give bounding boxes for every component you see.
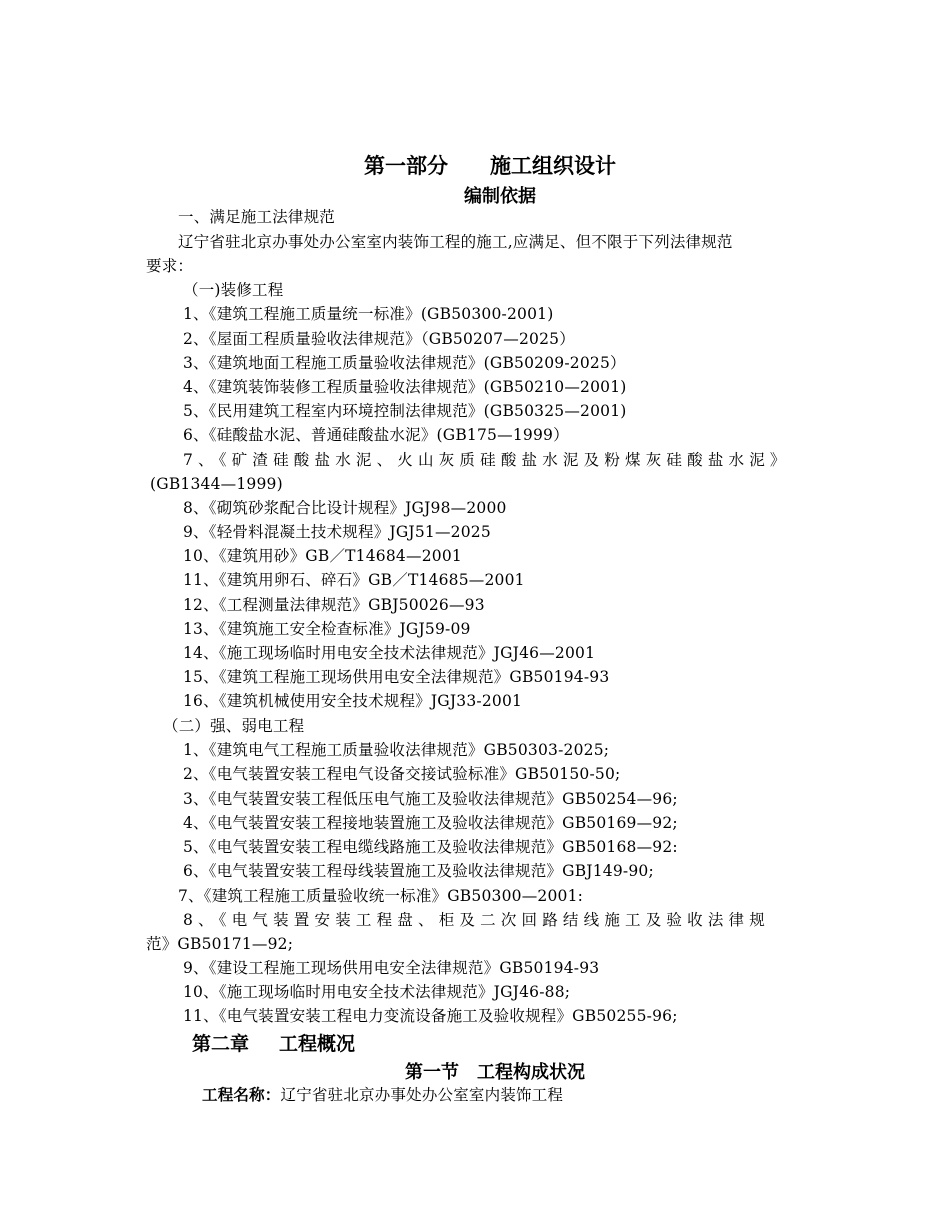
group2-item-9: 9、《建设工程施工现场供用电安全法律规范》GB50194-93	[183, 959, 600, 977]
intro-line-1: 辽宁省驻北京办事处办公室室内装饰工程的施工,应满足、但不限于下列法律规范	[178, 233, 733, 251]
chapter2-right: 工程概况	[279, 1033, 356, 1055]
group2-item-2: 2、《电气装置安装工程电气设备交接试验标准》GB50150-50;	[183, 765, 621, 783]
project-name-label: 工程名称：	[202, 1085, 281, 1104]
group1-item-6: 6、《硅酸盐水泥、普通硅酸盐水泥》(GB175—1999）	[183, 426, 569, 444]
group2-heading: （二）强、弱电工程	[163, 717, 305, 735]
section-title-right: 工程构成状况	[477, 1062, 585, 1083]
group2-item-7: 7、《建筑工程施工质量验收统一标准》GB50300—2001:	[178, 887, 584, 905]
group1-item-11: 11、《建筑用卵石、碎石》GB／T14685—2001	[183, 571, 525, 589]
group2-item-5: 5、《电气装置安装工程电缆线路施工及验收法律规范》GB50168—92:	[183, 838, 678, 856]
group1-item-10: 10、《建筑用砂》GB／T14684—2001	[183, 547, 462, 565]
group1-item-8: 8、《砌筑砂浆配合比设计规程》JGJ98—2000	[183, 499, 507, 517]
chapter2-left: 第二章	[192, 1033, 250, 1055]
group1-item-7-cont: (GB1344—1999)	[150, 475, 283, 493]
group1-item-3: 3、《建筑地面工程施工质量验收法律规范》(GB50209-2025）	[183, 354, 626, 372]
group1-item-16: 16、《建筑机械使用安全技术规程》JGJ33-2001	[183, 692, 523, 710]
group2-item-4: 4、《电气装置安装工程接地装置施工及验收法律规范》GB50169—92;	[183, 814, 678, 832]
group1-item-9: 9、《轻骨料混凝土技术规程》JGJ51—2025	[183, 523, 491, 541]
section-title	[0, 1058, 950, 1084]
part-title-left: 第一部分	[364, 153, 448, 178]
project-name-value: 辽宁省驻北京办事处办公室室内装饰工程	[280, 1086, 564, 1104]
part-title	[0, 150, 950, 180]
group1-item-14: 14、《施工现场临时用电安全技术法律规范》JGJ46—2001	[183, 644, 596, 662]
group2-item-8-cont: 范》GB50171—92;	[146, 935, 294, 953]
group1-item-7: 7、《矿渣硅酸盐水泥、火山灰质硅酸盐水泥及粉煤灰硅酸盐水泥》	[183, 451, 791, 469]
group1-heading: （一)装修工程	[183, 281, 284, 299]
section1-heading: 一、满足施工法律规范	[178, 208, 336, 226]
group1-item-4: 4、《建筑装饰装修工程质量验收法律规范》(GB50210—2001)	[183, 378, 627, 396]
project-name-line	[202, 1085, 563, 1105]
intro-line-2: 要求：	[146, 257, 194, 275]
basis-heading: 编制依据	[464, 186, 536, 207]
group2-item-1: 1、《建筑电气工程施工质量验收法律规范》GB50303-2025;	[183, 741, 610, 759]
group2-item-8: 8、《电气装置安装工程盘、柜及二次回路结线施工及验收法律规	[183, 911, 770, 929]
part-title-right: 施工组织设计	[490, 153, 616, 178]
group1-item-1: 1、《建筑工程施工质量统一标准》(GB50300-2001)	[183, 305, 554, 323]
group2-item-6: 6、《电气装置安装工程母线装置施工及验收法律规范》GBJ149-90;	[183, 862, 654, 880]
chapter2-title	[192, 1029, 355, 1056]
group2-item-11: 11、《电气装置安装工程电力变流设备施工及验收规程》GB50255-96;	[183, 1007, 678, 1025]
group1-item-5: 5、《民用建筑工程室内环境控制法律规范》(GB50325—2001)	[183, 402, 627, 420]
group1-item-2: 2、《屋面工程质量验收法律规范》（GB50207—2025）	[183, 330, 575, 348]
group2-item-10: 10、《施工现场临时用电安全技术法律规范》JGJ46-88;	[183, 983, 571, 1001]
group2-item-3: 3、《电气装置安装工程低压电气施工及验收法律规范》GB50254—96;	[183, 790, 678, 808]
section-title-left: 第一节	[405, 1062, 459, 1083]
group1-item-12: 12、《工程测量法律规范》GBJ50026—93	[183, 596, 485, 614]
group1-item-13: 13、《建筑施工安全检查标准》JGJ59-09	[183, 620, 471, 638]
group1-item-15: 15、《建筑工程施工现场供用电安全法律规范》GB50194-93	[183, 668, 610, 686]
